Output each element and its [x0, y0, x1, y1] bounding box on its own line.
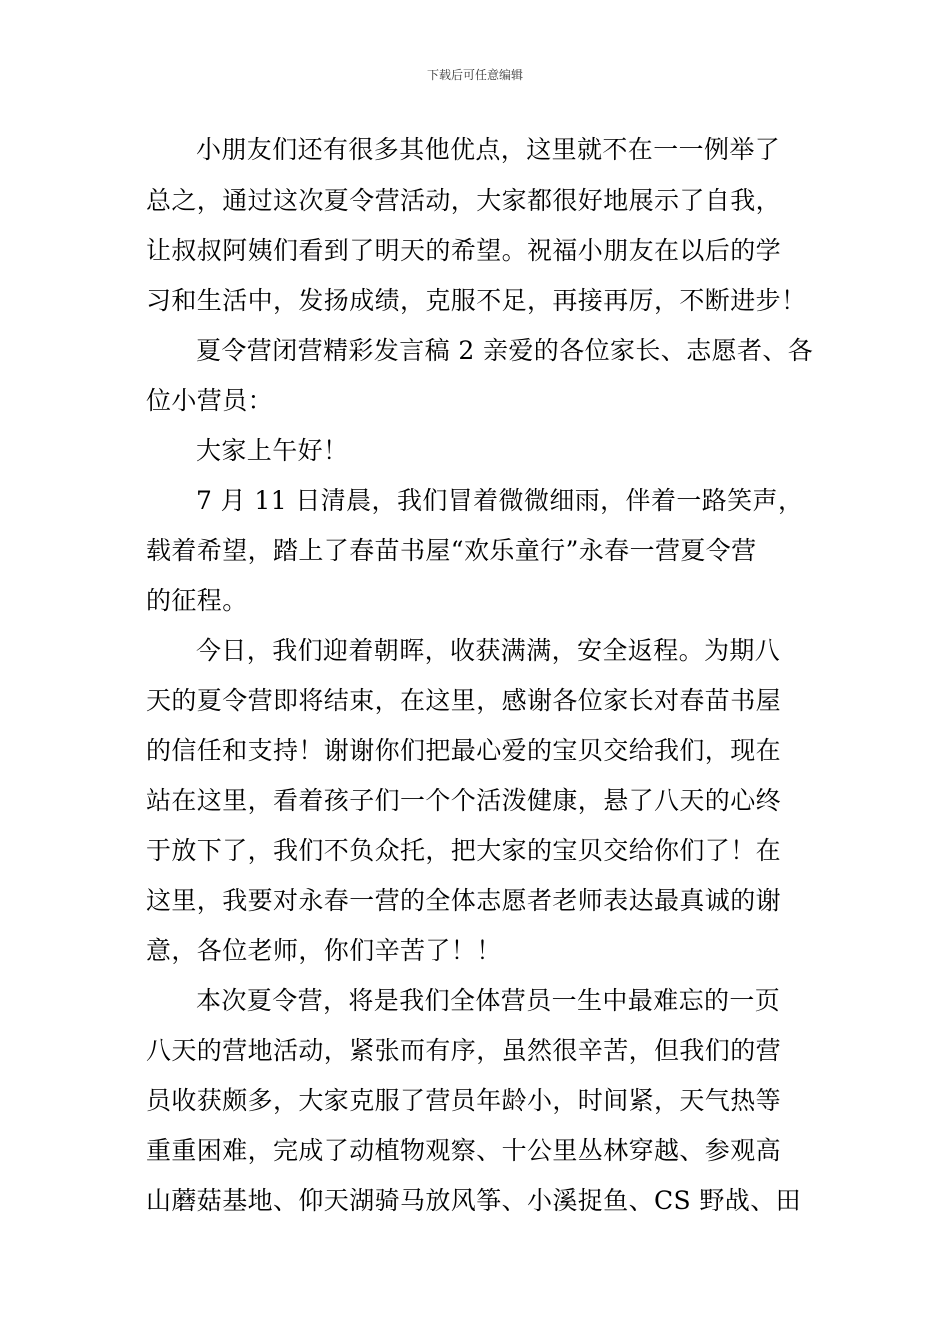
text-line: 的信任和支持！谢谢你们把最心爱的宝贝交给我们，现在: [146, 736, 782, 765]
page-header: 下载后可任意编辑: [426, 68, 523, 82]
text-line: 意，各位老师，你们辛苦了！！: [146, 936, 502, 965]
text-line: 夏令营闭营精彩发言稿 2 亲爱的各位家长、志愿者、各: [196, 336, 814, 365]
text-line: 重重困难，完成了动植物观察、十公里丛林穿越、参观高: [146, 1136, 782, 1165]
text-line: 总之，通过这次夏令营活动，大家都很好地展示了自我，: [146, 186, 782, 215]
text-line: 的征程。: [146, 586, 248, 615]
text-line: 站在这里，看着孩子们一个个活泼健康，悬了八天的心终: [146, 786, 782, 815]
text-line: 山蘑菇基地、仰天湖骑马放风筝、小溪捉鱼、CS 野战、田: [146, 1186, 802, 1215]
text-line: 这里，我要对永春一营的全体志愿者老师表达最真诚的谢: [146, 886, 782, 915]
text-line: 大家上午好！: [196, 436, 349, 465]
text-line: 员收获颇多，大家克服了营员年龄小，时间紧，天气热等: [146, 1086, 782, 1115]
text-line: 载着希望，踏上了春苗书屋“欢乐童行”永春一营夏令营: [146, 536, 757, 565]
text-line: 今日，我们迎着朝晖，收获满满，安全返程。为期八: [196, 636, 781, 665]
text-line: 7 月 11 日清晨，我们冒着微微细雨，伴着一路笑声，: [196, 486, 804, 515]
text-line: 于放下了，我们不负众托，把大家的宝贝交给你们了！在: [146, 836, 782, 865]
text-line: 本次夏令营，将是我们全体营员一生中最难忘的一页: [196, 986, 781, 1015]
text-line: 天的夏令营即将结束，在这里，感谢各位家长对春苗书屋: [146, 686, 782, 715]
text-line: 八天的营地活动，紧张而有序，虽然很辛苦，但我们的营: [146, 1036, 782, 1065]
text-line: 小朋友们还有很多其他优点，这里就不在一一例举了: [196, 135, 781, 164]
text-line: 位小营员：: [146, 386, 274, 415]
text-line: 让叔叔阿姨们看到了明天的希望。祝福小朋友在以后的学: [146, 236, 782, 265]
text-line: 习和生活中，发扬成绩，克服不足，再接再厉，不断进步！: [146, 286, 807, 315]
